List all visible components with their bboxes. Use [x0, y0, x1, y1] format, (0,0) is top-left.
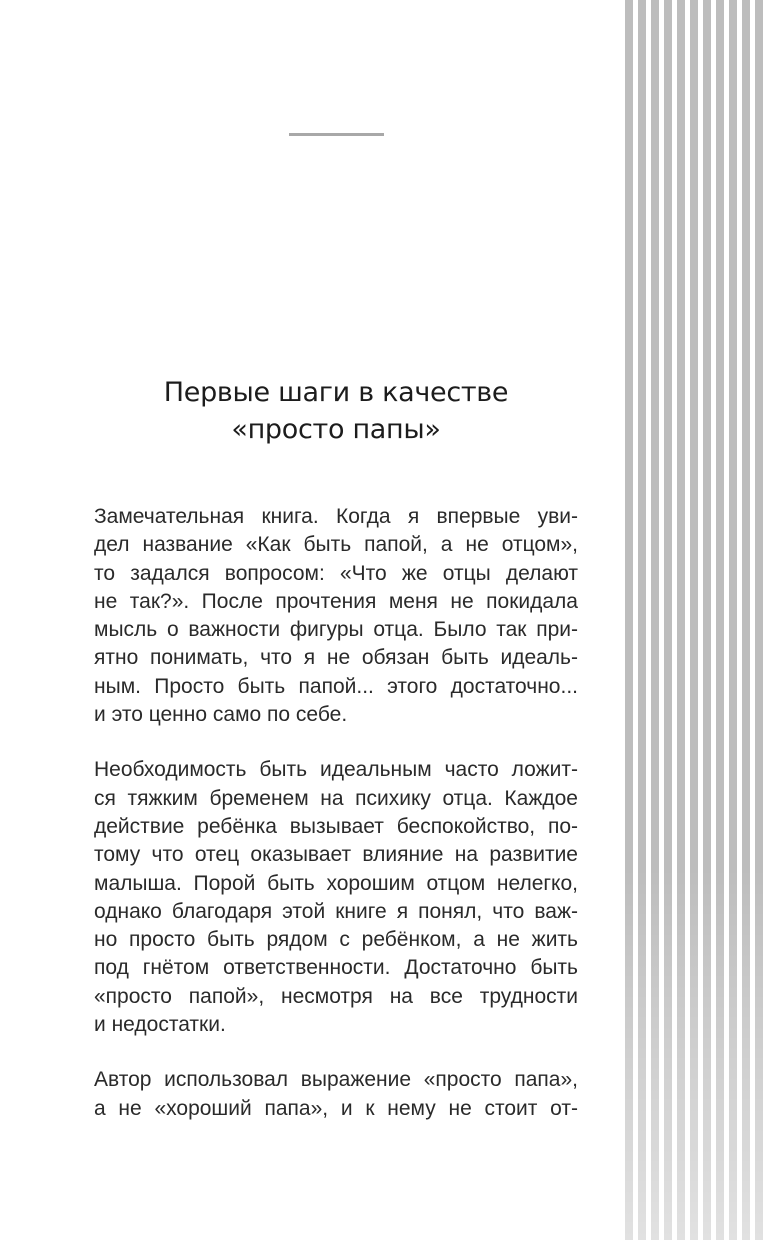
paragraph-3	[94, 1066, 578, 1123]
chapter-title	[94, 374, 578, 448]
text-line: Необходимость быть идеальным часто ложит-	[94, 758, 578, 782]
text-line: дел название «Как быть папой, а не отцом»,	[94, 533, 578, 557]
text-line: ным. Просто быть папой... этого достаточно...	[94, 674, 578, 698]
text-line: малыша. Порой быть хорошим отцом нелегко,	[94, 871, 578, 895]
decorative-stripes-fade	[620, 0, 768, 1240]
text-line: ся тяжким бременем на психику отца. Каждое	[94, 786, 578, 810]
text-line: но просто быть рядом с ребёнком, а не жить	[94, 928, 578, 952]
text-line: Автор использовал выражение «просто папа»,	[94, 1068, 578, 1092]
chapter-title-line-1: Первые шаги в качестве	[163, 377, 509, 408]
text-line: однако благодаря этой книге я понял, что важ-	[94, 899, 578, 923]
text-line: ятно понимать, что я не обязан быть идеаль-	[94, 646, 578, 670]
body-text	[94, 503, 578, 1150]
paragraph-1	[94, 503, 578, 729]
text-line: и недостатки.	[94, 1013, 226, 1037]
text-line: и это ценно само по себе.	[94, 703, 348, 727]
text-line: мысль о важности фигуры отца. Было так при-	[94, 618, 578, 642]
text-line: а не «хороший папа», и к нему не стоит от-	[94, 1096, 578, 1120]
text-line: Замечательная книга. Когда я впервые уви-	[94, 505, 578, 528]
text-line: действие ребёнка вызывает беспокойство, по-	[94, 814, 578, 838]
text-line: под гнётом ответственности. Достаточно быть	[94, 956, 578, 980]
paragraph-2	[94, 756, 578, 1039]
text-line: тому что отец оказывает влияние на развитие	[94, 843, 578, 867]
top-decorative-rule	[289, 133, 384, 136]
text-line: то задался вопросом: «Что же отцы делают	[94, 561, 578, 585]
text-line: не так?». После прочтения меня не покидала	[94, 589, 578, 613]
text-line: «просто папой», несмотря на все трудности	[94, 984, 578, 1008]
chapter-title-line-2: «просто папы»	[231, 414, 441, 445]
